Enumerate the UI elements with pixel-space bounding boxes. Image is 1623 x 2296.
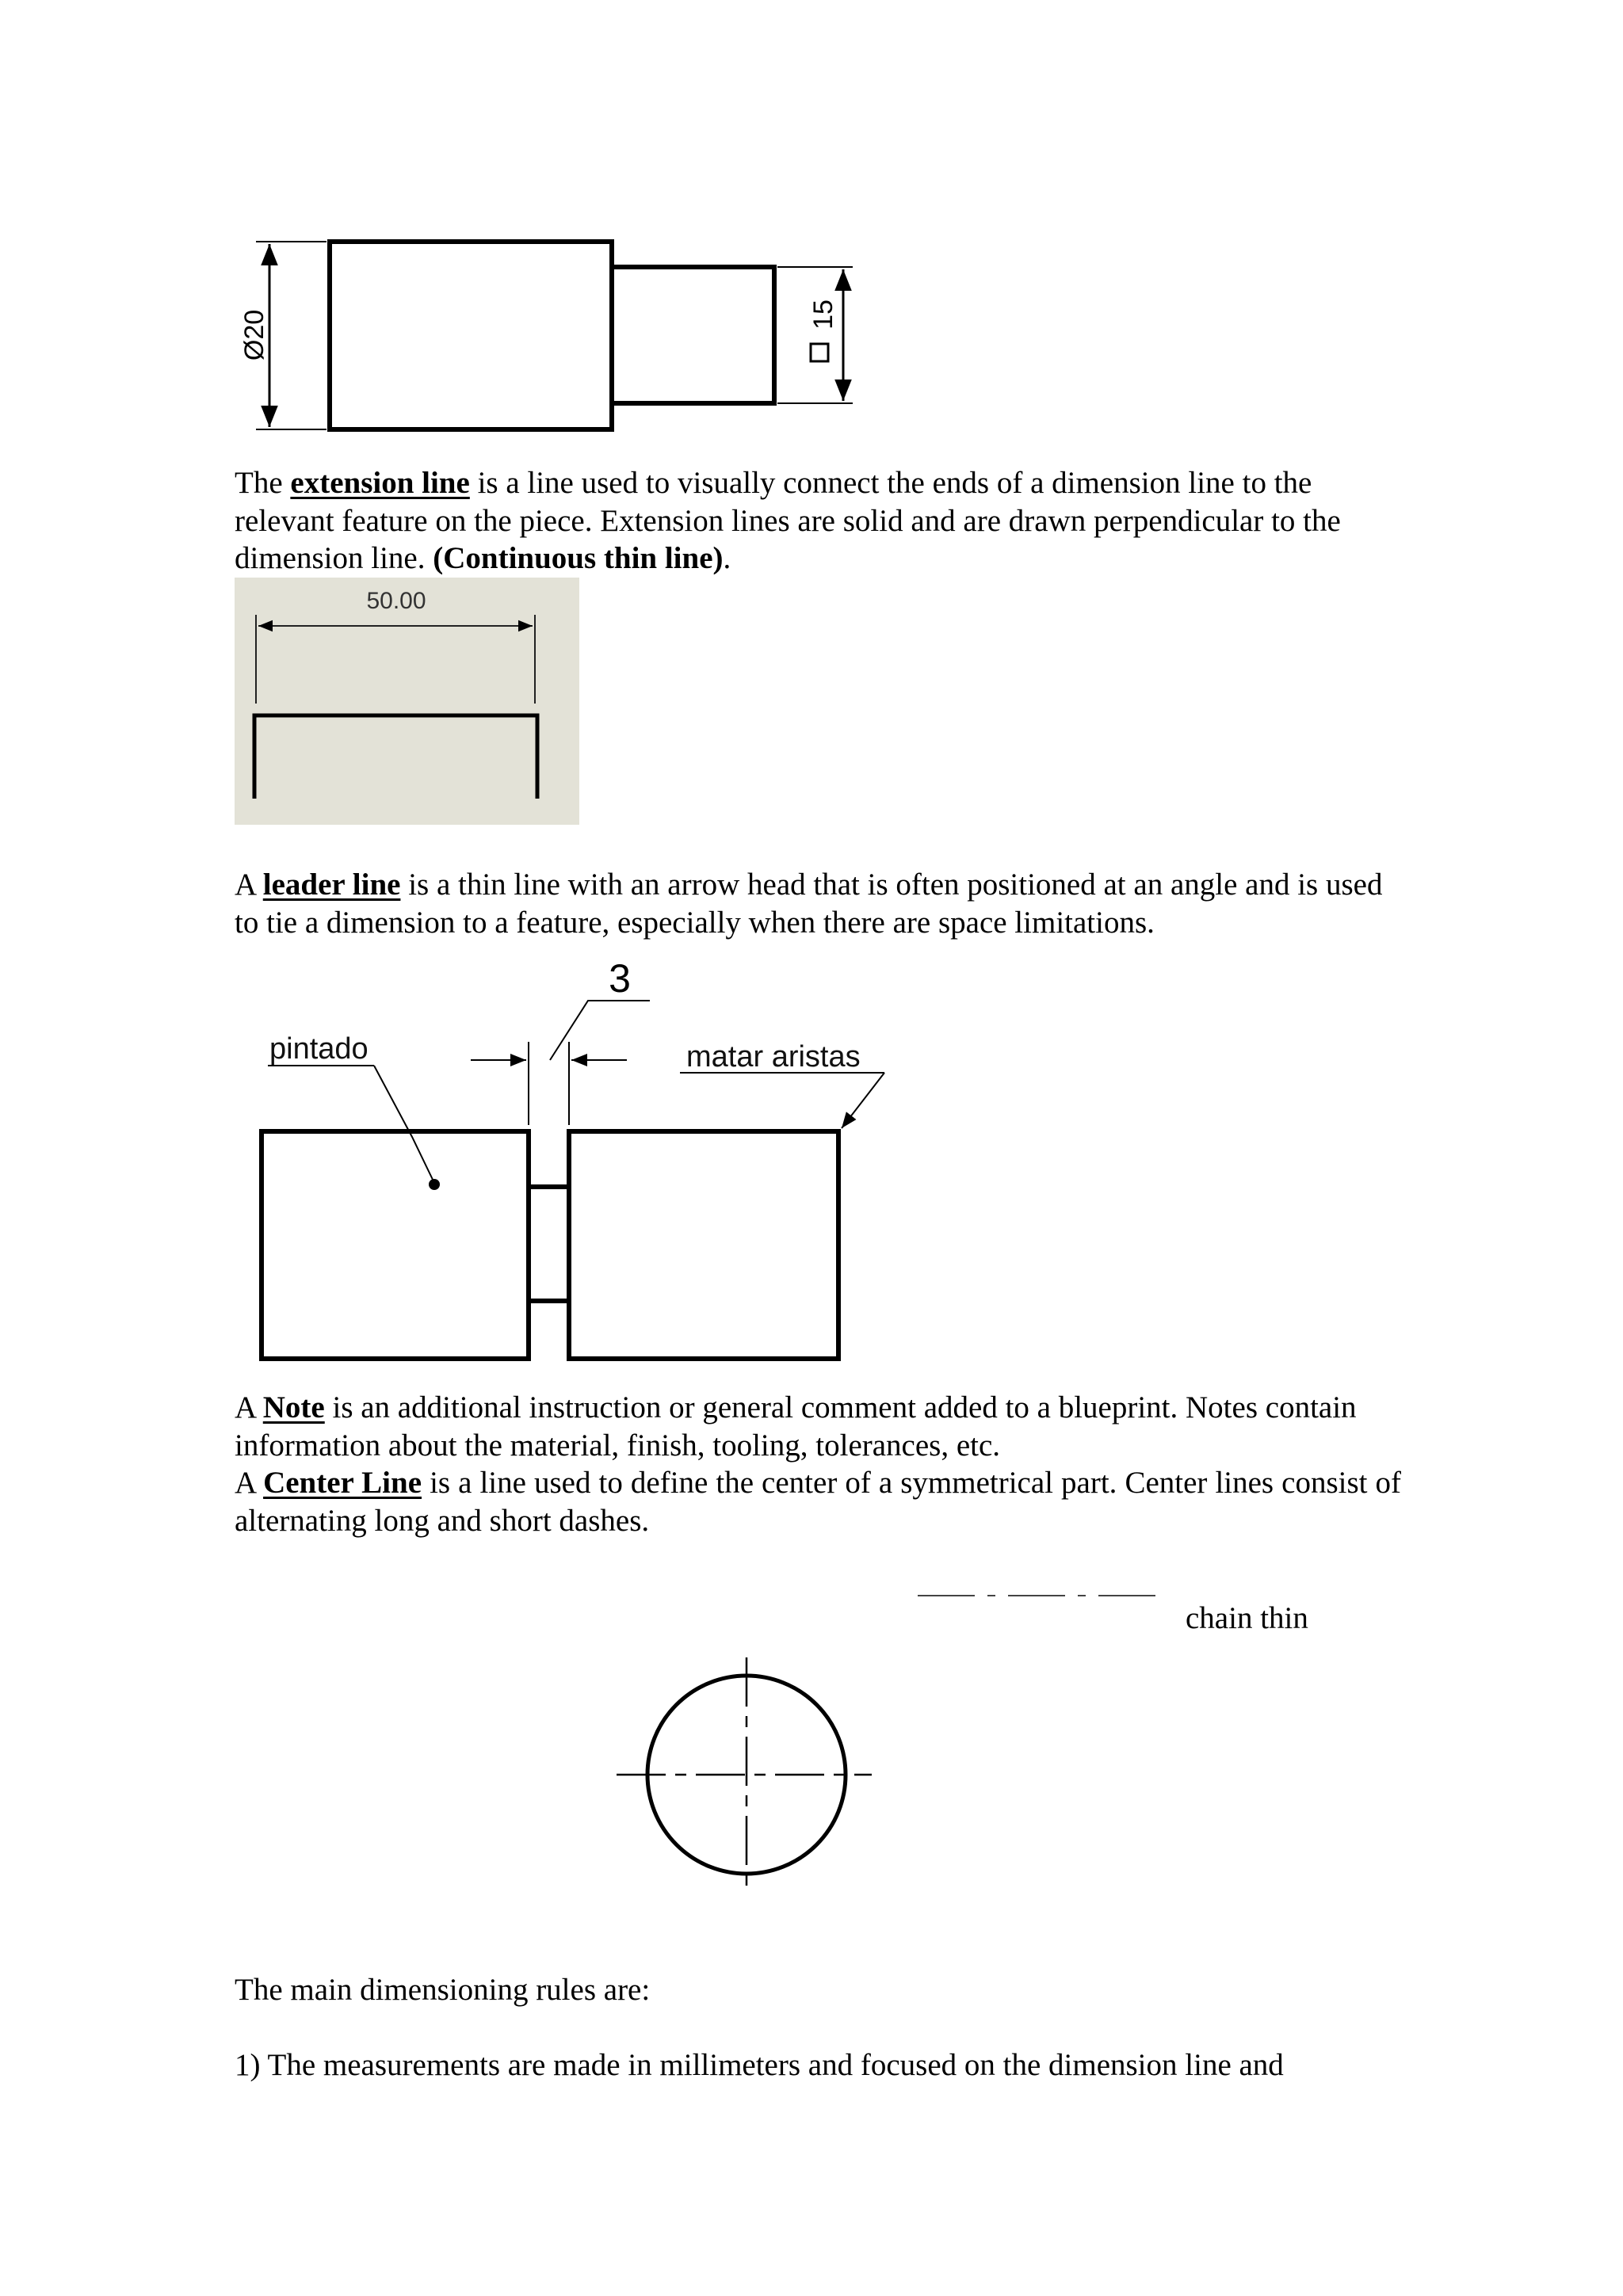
right-block [569, 1131, 838, 1359]
extension-dimension-label: 50.00 [366, 588, 426, 614]
dimension-3-label: 3 [609, 956, 631, 1001]
figure-extension-line [235, 578, 579, 825]
figure-center-line-circle [610, 1652, 880, 1905]
pintado-label: pintado [269, 1032, 369, 1066]
rules-heading: The main dimensioning rules are: [235, 1973, 651, 2007]
shaft-small-section [612, 267, 774, 403]
pintado-leader [374, 1066, 434, 1183]
extension-part-outline [254, 715, 537, 799]
square-symbol-icon [811, 344, 828, 361]
figure-shaft-dimensions [235, 231, 869, 437]
rule-1-text: 1) The measurements are made in millimeters and focused on the dimension line and [235, 2048, 1284, 2082]
left-block [262, 1131, 529, 1359]
figure-leader-lines [235, 947, 916, 1371]
center-line-keyword: Center Line [263, 1466, 422, 1500]
chain-thin-line-sample [911, 1588, 1165, 1604]
matar-aristas-label: matar aristas [686, 1040, 861, 1074]
note-paragraph: A Note is an additional instruction or general comment added to a blueprint. Notes contain information about the material, finish, tooling, tolerances, etc. [235, 1390, 1357, 1463]
leader-line-paragraph: A leader line is a thin line with an arrow head that is often positioned at an angle and is used to tie a dimension to a feature, especially when there are space limitations. [235, 868, 1383, 940]
leader-line-keyword: leader line [262, 868, 401, 902]
note-keyword: Note [262, 1390, 325, 1425]
extension-line-paragraph: The extension line is a line used to visually connect the ends of a dimension line to the relevant feature on the piece. Extension lines are solid and are drawn perpendicular to the dimension line. (Continuous thin line). [235, 466, 1341, 575]
extension-line-keyword: extension line [290, 466, 470, 500]
dimension-3-leader [550, 1001, 650, 1060]
center-line-paragraph: A Center Line is a line used to define the center of a symmetrical part. Center lines consist of alternating long and short dashes. [235, 1466, 1402, 1538]
square-dimension-label: 15 [808, 299, 838, 330]
continuous-thin-line-label: (Continuous thin line) [433, 541, 724, 575]
shaft-large-section [330, 242, 612, 429]
chain-thin-label: chain thin [1186, 1601, 1308, 1635]
matar-aristas-leader [842, 1073, 884, 1128]
diameter-label: Ø20 [239, 309, 269, 361]
